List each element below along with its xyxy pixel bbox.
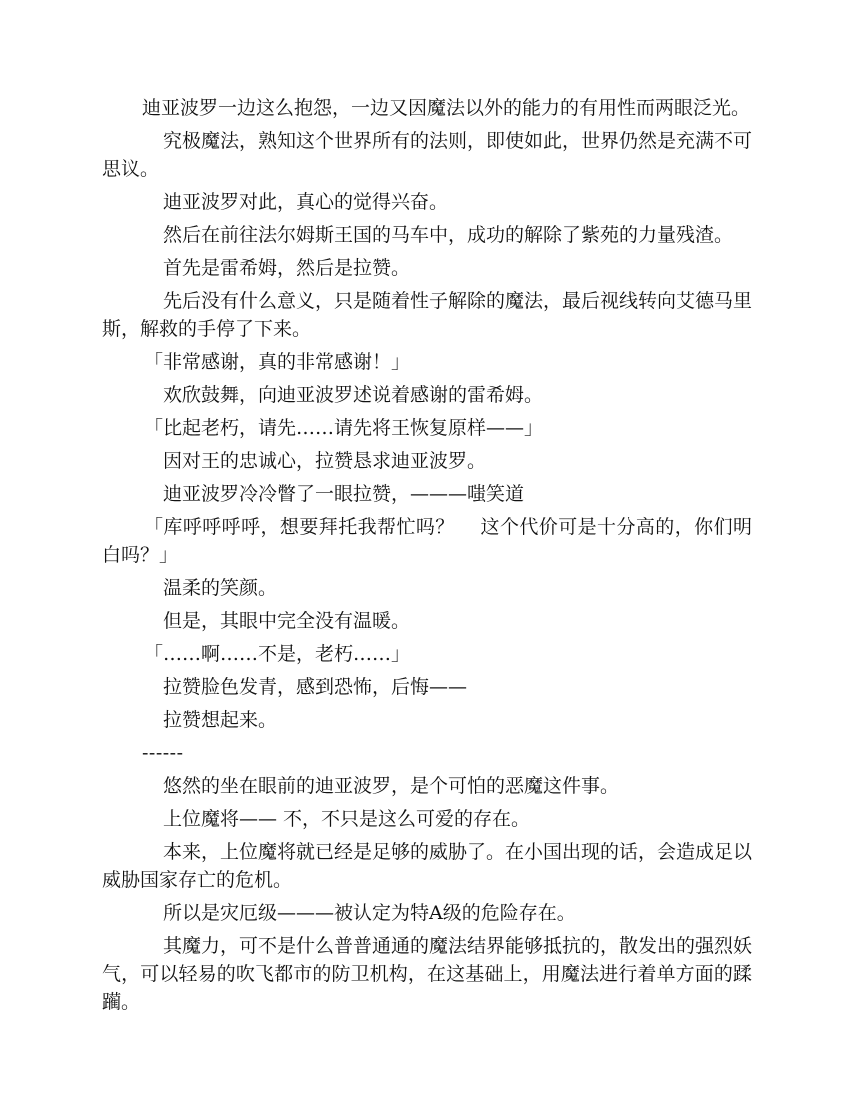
section-divider: ------ xyxy=(142,742,184,764)
dialogue-line: 「……啊……不是，老朽……」 xyxy=(144,643,411,665)
paragraph: 欢欣鼓舞，向迪亚波罗述说着感谢的雷希姆。 xyxy=(163,384,544,406)
dialogue-line: 「库呼呼呼呼，想要拜托我帮忙吗？ 这个代价可是十分高的，你们明白吗？」 xyxy=(102,516,752,566)
paragraph: 拉赞脸色发青，感到恐怖，后悔—— xyxy=(163,676,468,698)
paragraph: 究极魔法，熟知这个世界所有的法则，即使如此，世界仍然是充满不可思议。 xyxy=(102,130,753,180)
paragraph: 本来，上位魔将就已经是足够的威胁了。在小国出现的话，会造成足以威胁国家存亡的危机。 xyxy=(102,841,753,891)
dialogue-line: 「非常感谢，真的非常感谢！」 xyxy=(144,351,411,373)
paragraph: 首先是雷希姆，然后是拉赞。 xyxy=(163,257,411,279)
paragraph: 悠然的坐在眼前的迪亚波罗，是个可怕的恶魔这件事。 xyxy=(163,775,620,797)
paragraph: 然后在前往法尔姆斯王国的马车中，成功的解除了紫苑的力量残渣。 xyxy=(163,224,734,246)
paragraph: 温柔的笑颜。 xyxy=(163,577,278,599)
paragraph: 上位魔将—— 不，不只是这么可爱的存在。 xyxy=(163,808,531,830)
paragraph: 迪亚波罗冷冷瞥了一眼拉赞，———嗤笑道 xyxy=(163,483,525,505)
paragraph: 其魔力，可不是什么普普通通的魔法结界能够抵抗的，散发出的强烈妖气，可以轻易的吹飞都市的防卫机构，在这基础上，用魔法进行着单方面的蹂躏。 xyxy=(102,935,753,1013)
document-page xyxy=(102,94,752,1021)
paragraph: 迪亚波罗一边这么抱怨，一边又因魔法以外的能力的有用性而两眼泛光。 xyxy=(142,97,751,119)
paragraph: 但是，其眼中完全没有温暖。 xyxy=(163,610,411,632)
paragraph: 所以是灾厄级———被认定为特A级的危险存在。 xyxy=(163,902,576,924)
paragraph: 因对王的忠诚心，拉赞恳求迪亚波罗。 xyxy=(163,450,487,472)
paragraph: 拉赞想起来。 xyxy=(163,709,278,731)
paragraph: 迪亚波罗对此，真心的觉得兴奋。 xyxy=(163,191,449,213)
dialogue-line: 「比起老朽，请先……请先将王恢复原样——」 xyxy=(144,417,544,439)
paragraph: 先后没有什么意义，只是随着性子解除的魔法，最后视线转向艾德马里斯，解救的手停了下来。 xyxy=(102,290,753,340)
